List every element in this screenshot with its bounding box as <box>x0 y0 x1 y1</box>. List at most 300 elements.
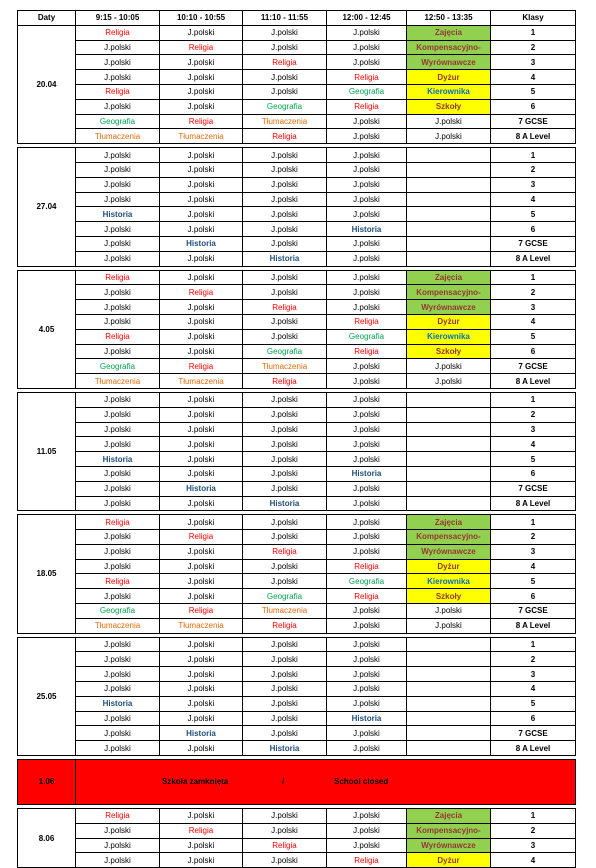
lesson-cell: J.polski <box>327 637 407 652</box>
lesson-cell: Religia <box>327 314 407 329</box>
table-row <box>18 344 576 359</box>
table-row <box>18 129 576 144</box>
lesson-cell: J.polski <box>243 696 327 711</box>
lesson-cell: J.polski <box>327 300 407 315</box>
lesson-cell: J.polski <box>160 329 243 344</box>
lesson-cell: J.polski <box>160 589 243 604</box>
special-duty-cell: Dyżur <box>407 314 491 329</box>
class-cell: 3 <box>491 544 576 559</box>
lesson-cell: Historia <box>243 496 327 511</box>
lesson-cell: Tłumaczenia <box>243 114 327 129</box>
table-row <box>18 422 576 437</box>
class-cell: 1 <box>491 809 576 824</box>
lesson-cell: J.polski <box>327 667 407 682</box>
class-cell: 1 <box>491 25 576 40</box>
lesson-cell: J.polski <box>76 236 160 251</box>
lesson-cell: J.polski <box>160 207 243 222</box>
lesson-cell <box>407 192 491 207</box>
class-cell: 7 GCSE <box>491 726 576 741</box>
table-row <box>18 559 576 574</box>
lesson-cell: J.polski <box>160 300 243 315</box>
lesson-cell <box>407 711 491 726</box>
class-cell: 5 <box>491 84 576 99</box>
lesson-cell: J.polski <box>160 177 243 192</box>
class-cell: 5 <box>491 452 576 467</box>
lesson-cell: Geografia <box>76 114 160 129</box>
lesson-cell: J.polski <box>76 285 160 300</box>
table-row <box>18 359 576 374</box>
lesson-cell: Historia <box>160 726 243 741</box>
lesson-cell: Tłumaczenia <box>76 618 160 633</box>
lesson-cell: J.polski <box>243 270 327 285</box>
special-duty-cell: Kompensacyjno- <box>407 823 491 838</box>
table-row <box>18 374 576 389</box>
header-slot-1: 9:15 - 10:05 <box>76 11 160 26</box>
lesson-cell: J.polski <box>160 496 243 511</box>
special-duty-cell: Zajęcia <box>407 515 491 530</box>
class-cell: 4 <box>491 314 576 329</box>
lesson-cell: J.polski <box>327 374 407 389</box>
lesson-cell: J.polski <box>160 574 243 589</box>
lesson-cell <box>407 177 491 192</box>
lesson-cell: Tłumaczenia <box>76 129 160 144</box>
table-row <box>18 809 576 824</box>
header-slot-4: 12:00 - 12:45 <box>327 11 407 26</box>
lesson-cell: Religia <box>76 270 160 285</box>
table-row <box>18 192 576 207</box>
lesson-cell <box>407 466 491 481</box>
lesson-cell <box>407 481 491 496</box>
lesson-cell: J.polski <box>243 70 327 85</box>
lesson-cell: Religia <box>327 853 407 868</box>
lesson-cell: J.polski <box>327 809 407 824</box>
special-duty-cell: Kierownika <box>407 574 491 589</box>
lesson-cell: Historia <box>160 236 243 251</box>
class-cell: 2 <box>491 823 576 838</box>
special-duty-cell: Kompensacyjno- <box>407 40 491 55</box>
table-row <box>18 853 576 868</box>
table-row <box>18 270 576 285</box>
timetable <box>17 10 576 868</box>
lesson-cell: Geografia <box>243 99 327 114</box>
lesson-cell: Religia <box>76 84 160 99</box>
lesson-cell: J.polski <box>407 359 491 374</box>
class-cell: 2 <box>491 407 576 422</box>
lesson-cell: Religia <box>243 618 327 633</box>
class-cell: 1 <box>491 515 576 530</box>
special-duty-cell: Kompensacyjno- <box>407 530 491 545</box>
lesson-cell: J.polski <box>327 129 407 144</box>
lesson-cell: Religia <box>243 300 327 315</box>
lesson-cell: J.polski <box>243 574 327 589</box>
lesson-cell: J.polski <box>243 437 327 452</box>
class-cell: 6 <box>491 589 576 604</box>
lesson-cell: J.polski <box>327 207 407 222</box>
table-row <box>18 574 576 589</box>
lesson-cell: J.polski <box>327 25 407 40</box>
table-row <box>18 392 576 407</box>
class-cell: 1 <box>491 392 576 407</box>
lesson-cell: J.polski <box>327 437 407 452</box>
lesson-cell: J.polski <box>327 162 407 177</box>
lesson-cell: J.polski <box>76 148 160 163</box>
table-row <box>18 589 576 604</box>
lesson-cell: J.polski <box>76 823 160 838</box>
lesson-cell: J.polski <box>160 741 243 756</box>
lesson-cell: Religia <box>243 374 327 389</box>
lesson-cell: J.polski <box>327 823 407 838</box>
class-cell: 7 GCSE <box>491 114 576 129</box>
table-row <box>18 300 576 315</box>
table-row <box>18 99 576 114</box>
lesson-cell: Geografia <box>243 589 327 604</box>
lesson-cell: Geografia <box>243 344 327 359</box>
lesson-cell: Historia <box>160 481 243 496</box>
lesson-cell: J.polski <box>160 148 243 163</box>
lesson-cell: J.polski <box>76 838 160 853</box>
lesson-cell: Religia <box>160 604 243 619</box>
lesson-cell: J.polski <box>76 682 160 697</box>
class-cell: 4 <box>491 437 576 452</box>
lesson-cell: J.polski <box>243 84 327 99</box>
table-row <box>18 652 576 667</box>
lesson-cell: J.polski <box>160 544 243 559</box>
lesson-cell <box>407 207 491 222</box>
lesson-cell: J.polski <box>76 70 160 85</box>
table-row <box>18 40 576 55</box>
class-cell: 6 <box>491 99 576 114</box>
lesson-cell <box>407 162 491 177</box>
lesson-cell: J.polski <box>76 192 160 207</box>
lesson-cell: J.polski <box>327 40 407 55</box>
lesson-cell: J.polski <box>327 481 407 496</box>
table-row <box>18 696 576 711</box>
lesson-cell: J.polski <box>407 114 491 129</box>
lesson-cell: J.polski <box>327 682 407 697</box>
lesson-cell <box>407 496 491 511</box>
lesson-cell: J.polski <box>76 853 160 868</box>
lesson-cell: J.polski <box>76 741 160 756</box>
class-cell: 7 GCSE <box>491 604 576 619</box>
lesson-cell: J.polski <box>327 652 407 667</box>
lesson-cell: J.polski <box>160 652 243 667</box>
class-cell: 2 <box>491 40 576 55</box>
lesson-cell: J.polski <box>243 652 327 667</box>
lesson-cell: J.polski <box>76 481 160 496</box>
lesson-cell: J.polski <box>243 222 327 237</box>
lesson-cell: Historia <box>76 452 160 467</box>
class-cell: 5 <box>491 207 576 222</box>
lesson-cell <box>407 682 491 697</box>
lesson-cell <box>407 741 491 756</box>
lesson-cell: J.polski <box>327 515 407 530</box>
class-cell: 3 <box>491 55 576 70</box>
special-duty-cell: Wyrównawcze <box>407 544 491 559</box>
lesson-cell: J.polski <box>160 314 243 329</box>
table-row <box>18 711 576 726</box>
school-closed-row <box>18 760 576 805</box>
lesson-cell: J.polski <box>76 222 160 237</box>
lesson-cell <box>407 437 491 452</box>
class-cell: 2 <box>491 652 576 667</box>
class-cell: 6 <box>491 711 576 726</box>
class-cell: 3 <box>491 422 576 437</box>
table-row <box>18 84 576 99</box>
lesson-cell: Religia <box>327 589 407 604</box>
lesson-cell: J.polski <box>160 192 243 207</box>
lesson-cell <box>407 392 491 407</box>
lesson-cell: J.polski <box>243 466 327 481</box>
lesson-cell: Tłumaczenia <box>243 359 327 374</box>
lesson-cell: Religia <box>76 809 160 824</box>
lesson-cell: J.polski <box>76 300 160 315</box>
date-cell: 20.04 <box>18 25 76 143</box>
class-cell: 2 <box>491 162 576 177</box>
lesson-cell: J.polski <box>327 285 407 300</box>
lesson-cell: J.polski <box>160 70 243 85</box>
lesson-cell: J.polski <box>327 496 407 511</box>
lesson-cell: J.polski <box>243 329 327 344</box>
lesson-cell: Religia <box>160 285 243 300</box>
class-cell: 4 <box>491 70 576 85</box>
lesson-cell: Religia <box>160 114 243 129</box>
table-row <box>18 407 576 422</box>
lesson-cell: J.polski <box>327 251 407 266</box>
table-row <box>18 114 576 129</box>
class-cell: 4 <box>491 682 576 697</box>
lesson-cell <box>407 652 491 667</box>
class-cell: 1 <box>491 270 576 285</box>
lesson-cell: J.polski <box>243 177 327 192</box>
table-row <box>18 515 576 530</box>
lesson-cell: J.polski <box>76 637 160 652</box>
lesson-cell: J.polski <box>243 392 327 407</box>
special-duty-cell: Szkoły <box>407 589 491 604</box>
table-row <box>18 823 576 838</box>
lesson-cell: J.polski <box>243 314 327 329</box>
table-row <box>18 222 576 237</box>
lesson-cell: Tłumaczenia <box>160 618 243 633</box>
lesson-cell: Historia <box>243 741 327 756</box>
lesson-cell: J.polski <box>243 407 327 422</box>
class-cell: 3 <box>491 667 576 682</box>
lesson-cell <box>407 236 491 251</box>
class-cell: 4 <box>491 192 576 207</box>
lesson-cell: Tłumaczenia <box>76 374 160 389</box>
table-row <box>18 162 576 177</box>
lesson-cell: J.polski <box>243 711 327 726</box>
table-row <box>18 329 576 344</box>
special-duty-cell: Kompensacyjno- <box>407 285 491 300</box>
table-row <box>18 55 576 70</box>
table-row <box>18 637 576 652</box>
lesson-cell: J.polski <box>327 422 407 437</box>
lesson-cell: J.polski <box>327 148 407 163</box>
lesson-cell: J.polski <box>160 270 243 285</box>
table-row <box>18 838 576 853</box>
lesson-cell: J.polski <box>327 192 407 207</box>
lesson-cell: Geografia <box>327 574 407 589</box>
closed-date-cell: 1.06 <box>18 760 76 805</box>
lesson-cell: J.polski <box>160 838 243 853</box>
class-cell: 3 <box>491 838 576 853</box>
table-row <box>18 667 576 682</box>
lesson-cell: Religia <box>76 329 160 344</box>
lesson-cell: J.polski <box>160 422 243 437</box>
lesson-cell: J.polski <box>243 515 327 530</box>
lesson-cell: J.polski <box>160 637 243 652</box>
lesson-cell: Historia <box>243 251 327 266</box>
lesson-cell: J.polski <box>76 162 160 177</box>
lesson-cell: Religia <box>160 530 243 545</box>
lesson-cell: Religia <box>76 515 160 530</box>
lesson-cell: J.polski <box>160 711 243 726</box>
date-cell: 11.05 <box>18 392 76 510</box>
lesson-cell: J.polski <box>76 40 160 55</box>
lesson-cell: J.polski <box>327 452 407 467</box>
table-row <box>18 452 576 467</box>
lesson-cell: Tłumaczenia <box>160 374 243 389</box>
lesson-cell <box>407 148 491 163</box>
lesson-cell: J.polski <box>160 809 243 824</box>
lesson-cell: J.polski <box>160 407 243 422</box>
lesson-cell: J.polski <box>327 696 407 711</box>
lesson-cell: Religia <box>327 70 407 85</box>
lesson-cell: Religia <box>243 129 327 144</box>
lesson-cell: J.polski <box>76 667 160 682</box>
lesson-cell: J.polski <box>327 392 407 407</box>
lesson-cell: Religia <box>327 559 407 574</box>
special-duty-cell: Kierownika <box>407 84 491 99</box>
class-cell: 6 <box>491 344 576 359</box>
class-cell: 8 A Level <box>491 251 576 266</box>
lesson-cell: Religia <box>160 823 243 838</box>
class-cell: 5 <box>491 696 576 711</box>
lesson-cell: J.polski <box>243 148 327 163</box>
lesson-cell: J.polski <box>243 481 327 496</box>
special-duty-cell: Szkoły <box>407 99 491 114</box>
table-row <box>18 437 576 452</box>
class-cell: 5 <box>491 574 576 589</box>
lesson-cell: J.polski <box>243 559 327 574</box>
lesson-cell: J.polski <box>76 392 160 407</box>
class-cell: 8 A Level <box>491 129 576 144</box>
lesson-cell: J.polski <box>160 437 243 452</box>
lesson-cell: J.polski <box>327 726 407 741</box>
special-duty-cell: Szkoły <box>407 344 491 359</box>
lesson-cell: Religia <box>327 344 407 359</box>
lesson-cell: J.polski <box>76 314 160 329</box>
lesson-cell: J.polski <box>327 741 407 756</box>
class-cell: 4 <box>491 853 576 868</box>
lesson-cell: J.polski <box>243 25 327 40</box>
table-row <box>18 25 576 40</box>
lesson-cell: J.polski <box>160 667 243 682</box>
lesson-cell: Religia <box>243 55 327 70</box>
lesson-cell: J.polski <box>243 192 327 207</box>
closed-text-en: School closed <box>334 777 389 787</box>
lesson-cell: J.polski <box>160 251 243 266</box>
lesson-cell: J.polski <box>76 344 160 359</box>
lesson-cell: J.polski <box>327 55 407 70</box>
special-duty-cell: Kierownika <box>407 329 491 344</box>
lesson-cell: Geografia <box>327 84 407 99</box>
lesson-cell: J.polski <box>76 589 160 604</box>
header-slot-3: 11:10 - 11:55 <box>243 11 327 26</box>
table-row <box>18 618 576 633</box>
closed-text-pl: Szkoła zamknięta <box>162 777 229 787</box>
lesson-cell: J.polski <box>160 25 243 40</box>
class-cell: 7 GCSE <box>491 236 576 251</box>
table-row <box>18 544 576 559</box>
lesson-cell: J.polski <box>243 667 327 682</box>
lesson-cell <box>407 407 491 422</box>
class-cell: 1 <box>491 148 576 163</box>
lesson-cell: J.polski <box>327 236 407 251</box>
special-duty-cell: Dyżur <box>407 853 491 868</box>
lesson-cell: Tłumaczenia <box>160 129 243 144</box>
lesson-cell: J.polski <box>243 853 327 868</box>
table-row <box>18 466 576 481</box>
lesson-cell <box>407 422 491 437</box>
lesson-cell: J.polski <box>76 177 160 192</box>
class-cell: 8 A Level <box>491 374 576 389</box>
lesson-cell: J.polski <box>76 99 160 114</box>
date-cell: 8.06 <box>18 809 76 868</box>
special-duty-cell: Zajęcia <box>407 809 491 824</box>
lesson-cell: J.polski <box>327 359 407 374</box>
lesson-cell: J.polski <box>76 559 160 574</box>
header-slot-2: 10:10 - 10:55 <box>160 11 243 26</box>
lesson-cell: J.polski <box>243 637 327 652</box>
lesson-cell <box>407 696 491 711</box>
class-cell: 8 A Level <box>491 496 576 511</box>
lesson-cell: J.polski <box>76 652 160 667</box>
lesson-cell: Religia <box>243 838 327 853</box>
table-row <box>18 236 576 251</box>
lesson-cell: J.polski <box>407 129 491 144</box>
lesson-cell: J.polski <box>243 809 327 824</box>
class-cell: 3 <box>491 177 576 192</box>
lesson-cell: J.polski <box>160 559 243 574</box>
lesson-cell: Religia <box>76 574 160 589</box>
header-classes: Klasy <box>491 11 576 26</box>
lesson-cell: J.polski <box>327 618 407 633</box>
lesson-cell: Religia <box>327 99 407 114</box>
lesson-cell: Historia <box>327 222 407 237</box>
lesson-cell: J.polski <box>76 466 160 481</box>
lesson-cell: J.polski <box>407 374 491 389</box>
lesson-cell <box>407 251 491 266</box>
lesson-cell: J.polski <box>76 726 160 741</box>
lesson-cell: J.polski <box>76 422 160 437</box>
class-cell: 6 <box>491 222 576 237</box>
lesson-cell <box>407 667 491 682</box>
table-row <box>18 285 576 300</box>
lesson-cell: Historia <box>327 466 407 481</box>
lesson-cell: J.polski <box>76 55 160 70</box>
class-cell: 2 <box>491 285 576 300</box>
lesson-cell: Historia <box>76 207 160 222</box>
table-row <box>18 148 576 163</box>
lesson-cell: J.polski <box>243 285 327 300</box>
lesson-cell: J.polski <box>160 515 243 530</box>
lesson-cell <box>407 637 491 652</box>
lesson-cell <box>407 726 491 741</box>
special-duty-cell: Dyżur <box>407 70 491 85</box>
lesson-cell: J.polski <box>243 823 327 838</box>
date-cell: 25.05 <box>18 637 76 755</box>
